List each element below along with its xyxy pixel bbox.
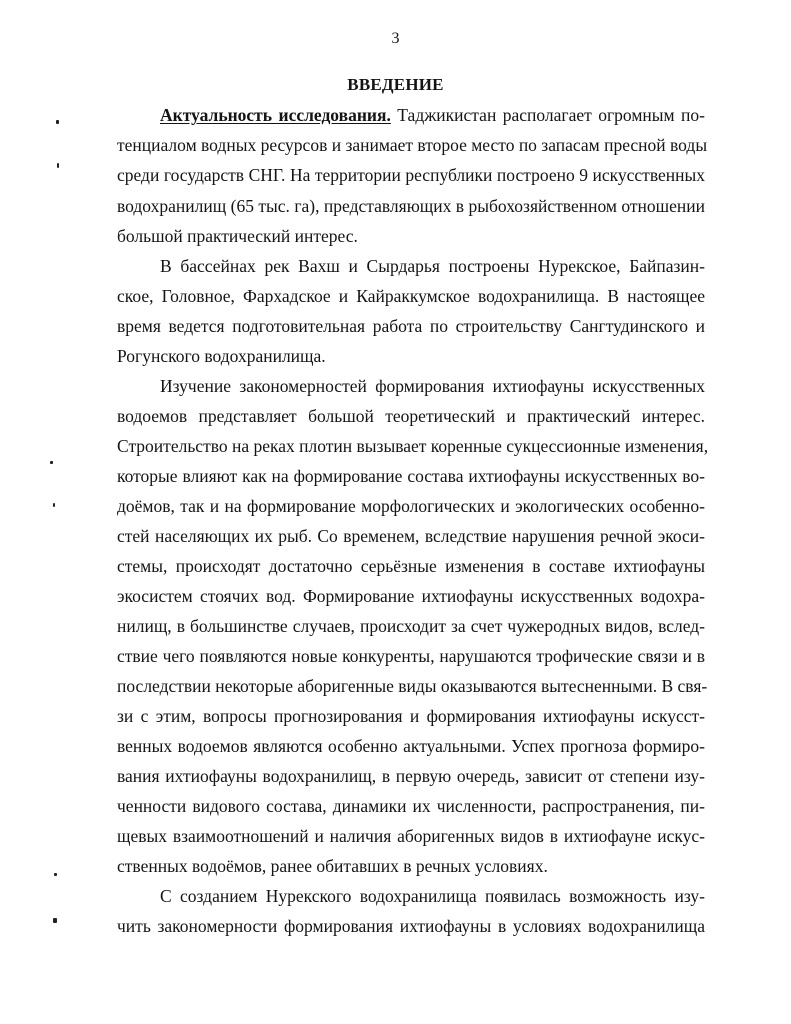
- paragraph-1-line-4: водохранилищ (65 тыс. га), представляющих в рыбохозяйственном отношении: [117, 196, 705, 216]
- scan-mark: [53, 918, 57, 923]
- lead-term: Актуальность исследования.: [160, 105, 391, 125]
- paragraph-3-line-8: экосистем стоячих вод. Формирование ихтиофауны искусственных водохра-: [117, 586, 705, 606]
- paragraph-3-line-9: нилищ, в большинстве случаев, происходит за счет чужеродных видов, вслед-: [117, 616, 705, 636]
- paragraph-2-line-2: ское, Головное, Фархадское и Кайраккумское водохранилища. В настоящее: [117, 286, 705, 306]
- scan-mark: [54, 873, 57, 876]
- paragraph-3-line-4: которые влияют как на формирование состава ихтиофауны искусственных во-: [117, 466, 705, 486]
- scan-mark: [57, 163, 59, 168]
- paragraph-1-line-2: тенциалом водных ресурсов и занимает второе место по запасам пресной воды: [117, 135, 708, 155]
- paragraph-3-line-2: водоемов представляет большой теоретический и практический интерес.: [117, 406, 705, 426]
- paragraph-4-line-2: чить закономерности формирования ихтиофауны в условиях водохранилища: [117, 916, 705, 936]
- section-heading: ВВЕДЕНИЕ: [347, 75, 444, 94]
- paragraph-3-line-13: венных водоемов являются особенно актуальными. Успех прогноза формиро-: [117, 736, 705, 756]
- paragraph-4-line-1: С созданием Нурекского водохранилища появилась возможность изу-: [160, 886, 705, 906]
- paragraph-3-line-3: Строительство на реках плотин вызывает коренные сукцессионные изменения,: [117, 436, 709, 456]
- paragraph-3-line-17: ственных водоёмов, ранее обитавших в речных условиях.: [117, 856, 548, 876]
- paragraph-2-line-1: В бассейнах рек Вахш и Сырдарья построены Нурекское, Байпазин-: [160, 256, 705, 276]
- scan-mark: [56, 120, 59, 124]
- paragraph-2-line-3: время ведется подготовительная работа по строительству Сангтудинского и: [117, 316, 705, 336]
- paragraph-1-line-1: [160, 104, 705, 126]
- paragraph-3-line-12: зи с этим, вопросы прогнозирования и формирования ихтиофауны искусст-: [117, 706, 705, 726]
- paragraph-1-line-3: среди государств СНГ. На территории республики построено 9 искусственных: [117, 165, 705, 185]
- paragraph-3-line-16: щевых взаимоотношений и наличия аборигенных видов в ихтиофауне искус-: [117, 826, 705, 846]
- paragraph-3-line-6: стей населяющих их рыб. Со временем, вследствие нарушения речной экоси-: [117, 526, 705, 546]
- scan-mark: [50, 461, 53, 464]
- paragraph-2-line-4: Рогунского водохранилища.: [117, 346, 326, 366]
- paragraph-1-line-5: большой практический интерес.: [117, 226, 358, 246]
- paragraph-3-line-15: ченности видового состава, динамики их численности, распространения, пи-: [117, 796, 705, 816]
- paragraph-3-line-14: вания ихтиофауны водохранилищ, в первую очередь, зависит от степени изу-: [117, 766, 705, 786]
- paragraph-3-line-10: ствие чего появляются новые конкуренты, нарушаются трофические связи и в: [117, 646, 705, 666]
- scan-mark: [53, 503, 55, 507]
- page-number: 3: [391, 30, 400, 47]
- paragraph-3-line-1: Изучение закономерностей формирования ихтиофауны искусственных: [160, 376, 705, 396]
- paragraph-1-line-1-text: Таджикистан располагает огромным по-: [390, 105, 705, 125]
- paragraph-3-line-11: последствии некоторые аборигенные виды оказываются вытесненными. В свя-: [117, 676, 708, 696]
- paragraph-3-line-5: доёмов, так и на формирование морфологических и экологических особенно-: [117, 496, 705, 516]
- paragraph-3-line-7: стемы, происходят достаточно серьёзные изменения в составе ихтиофауны: [117, 556, 705, 576]
